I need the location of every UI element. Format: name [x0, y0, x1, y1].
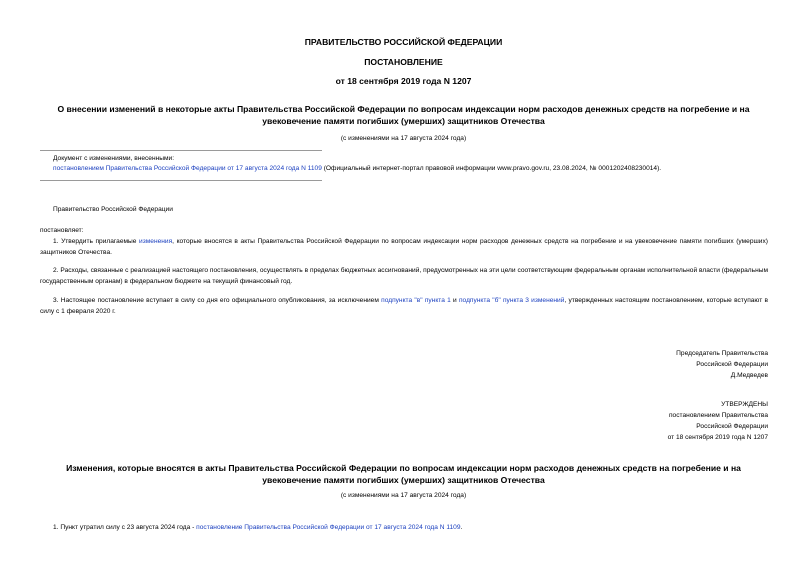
- approval-line-2: постановлением Правительства: [668, 412, 768, 419]
- amendment-publication: (Официальный интернет-портал правовой информации www.pravo.gov.ru, 23.08.2024, № 0001202408230014).: [321, 165, 662, 172]
- subparagraph-b-link[interactable]: подпункта "б" пункта 3 изменений: [458, 297, 565, 304]
- decrees-word: постановляет:: [40, 227, 84, 234]
- doc-date-number: от 18 сентября 2019 года N 1207: [335, 76, 472, 86]
- divider-top: [40, 150, 322, 151]
- approval-line-1: УТВЕРЖДЕНЫ: [721, 401, 768, 408]
- paragraph-3: 3. Настоящее постановление вступает в силу со дня его официального опубликования, за исключением подпункта "в" пункта 1 и подпункта "б" пункта 3 изменений, утвержденных настоящим постановлением, которые вступают в силу с 1 февраля 2020 г.: [40, 297, 768, 315]
- paragraph-1: 1. Утвердить прилагаемые изменения, которые вносятся в акты Правительства Российской Федерации по вопросам индексации норм расходов денежных средств на погребение и на увековечение памяти погибших (умерших) защитников Отечества.: [40, 238, 768, 256]
- approval-line-3: Российской Федерации: [696, 423, 768, 430]
- subparagraph-v-link[interactable]: подпункта "в" пункта 1: [381, 297, 451, 304]
- approval-block: [668, 399, 768, 443]
- changes-link[interactable]: изменения: [139, 238, 173, 245]
- doc-title: О внесении изменений в некоторые акты Правительства Российской Федерации по вопросам индексации норм расходов денежных средств на погребение и на увековечение памяти погибших (умерших) защитников Отечества: [57, 104, 750, 126]
- appendix-changes-note: (с изменениями на 17 августа 2024 года): [340, 492, 467, 499]
- paragraph-2: 2. Расходы, связанные с реализацией настоящего постановления, осуществлять в пределах бюджетных ассигнований, предусмотренных на эти цели соответствующим федеральным органам исполнительной власти (федеральным государственным органам) в федеральном бюджете на текущий финансовый год.: [40, 267, 768, 285]
- government-heading: ПРАВИТЕЛЬСТВО РОССИЙСКОЙ ФЕДЕРАЦИИ: [304, 37, 503, 47]
- divider-bottom: [40, 180, 322, 181]
- signature-position-2: Российской Федерации: [696, 361, 768, 368]
- signature-block: [676, 348, 768, 381]
- signature-position-1: Председатель Правительства: [676, 350, 768, 357]
- changes-note: (с изменениями на 17 августа 2024 года): [340, 135, 467, 142]
- amendments-intro: Документ с изменениями, внесенными:: [53, 155, 175, 162]
- doc-type-heading: ПОСТАНОВЛЕНИЕ: [364, 57, 443, 67]
- signature-name: Д.Медведев: [730, 372, 768, 379]
- amendment-link[interactable]: постановлением Правительства Российской Федерации от 17 августа 2024 года N 1109: [53, 165, 322, 172]
- appendix-title: Изменения, которые вносятся в акты Правительства Российской Федерации по вопросам индексации норм расходов денежных средств на погребение и на увековечение памяти погибших (умерших) защитников Отечества: [66, 463, 741, 485]
- amendments-source: [53, 163, 783, 174]
- appendix-item-1: 1. Пункт утратил силу с 23 августа 2024 года - постановление Правительства Российской Федерации от 17 августа 2024 года N 1109.: [53, 524, 463, 531]
- approval-line-4: от 18 сентября 2019 года N 1207: [667, 434, 768, 441]
- appendix-item-1-link[interactable]: постановление Правительства Российской Федерации от 17 августа 2024 года N 1109: [196, 524, 461, 531]
- issuer: Правительство Российской Федерации: [53, 206, 173, 213]
